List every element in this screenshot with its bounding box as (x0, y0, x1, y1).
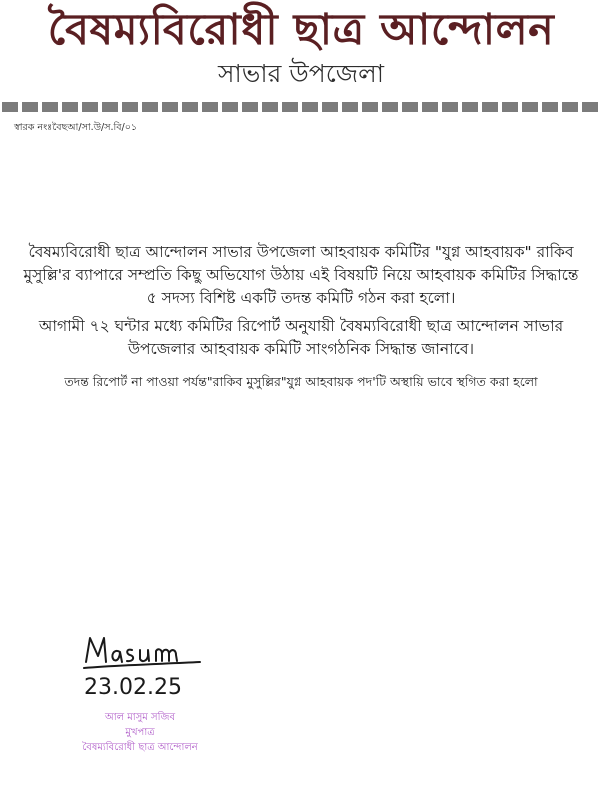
signer-organization: বৈষম্যবিরোধী ছাত্র আন্দোলন (82, 742, 198, 753)
body-line: উপজেলার আহবায়ক কমিটি সাংগঠনিক সিদ্ধান্ত জানাবে। (127, 340, 475, 358)
body-paragraph-2 (0, 315, 602, 361)
signer-block (60, 710, 220, 755)
body-line: আগামী ৭২ ঘন্টার মধ্যে কমিটির রিপোর্ট অনুযায়ী বৈষম্যবিরোধী ছাত্র আন্দোলন সাভার (38, 317, 564, 335)
body-paragraph-3 (0, 373, 602, 391)
body-line: তদন্ত রিপোর্ট না পাওয়া পর্যন্ত"রাকিব মুসুল্লির"যুগ্ন আহবায়ক পদ'টি অস্থায়ি ভাবে স্থগিত করা হলো (64, 374, 538, 389)
dashed-separator (2, 102, 598, 112)
signer-designation: মুখপাত্র (125, 727, 155, 738)
signer-name: আল মাসুম সজিব (104, 712, 176, 723)
body-paragraph-1 (0, 241, 602, 310)
body-line: বৈষম্যবিরোধী ছাত্র আন্দোলন সাভার উপজেলা আহবায়ক কমিটির "যুগ্ন আহবায়ক" রাকিব (28, 243, 574, 261)
memo-reference-number: স্বারক নংঃবৈছআ/সা.উ/স.বি/০১ (14, 122, 138, 133)
organization-subtitle: সাভার উপজেলা (217, 59, 385, 88)
body-line: ৫ সদস্য বিশিষ্ট একটি তদন্ত কমিটি গঠন করা হলো। (146, 289, 456, 307)
signature-date: 23.02.25 (84, 675, 182, 700)
handwritten-signature (80, 632, 220, 702)
body-line: মুসুল্লি'র ব্যাপারে সম্প্রতি কিছু অভিযোগ উঠায় এই বিষয়টি নিয়ে আহবায়ক কমিটির সিদ্ধান্তে (23, 266, 579, 284)
signature-icon (80, 632, 220, 702)
organization-title: বৈষম্যবিরোধী ছাত্র আন্দোলন (47, 5, 555, 55)
